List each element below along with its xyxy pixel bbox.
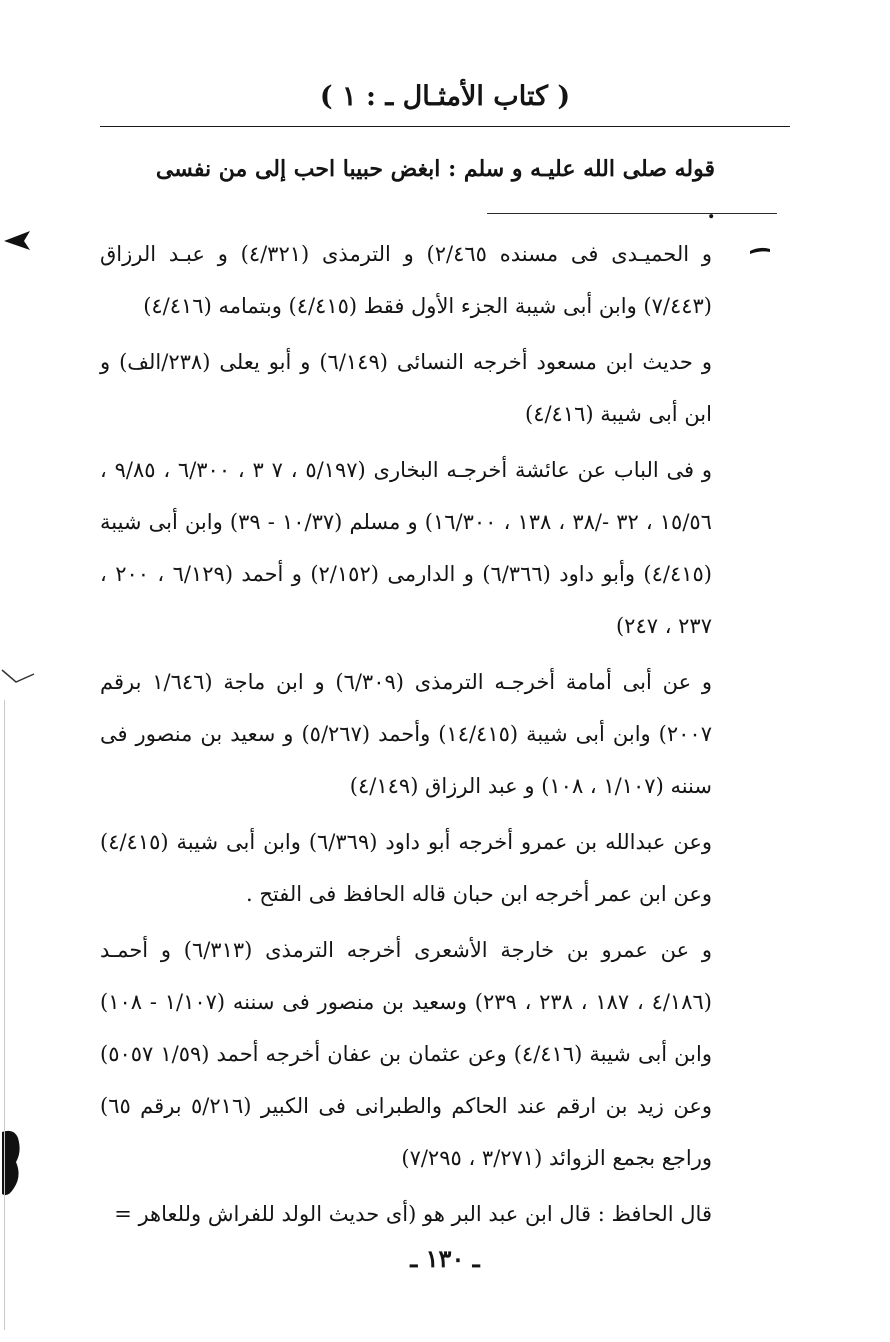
footnote-paragraph-7: قال الحافظ : قال ابن عبد البر هو (أى حديث الولد للفراش وللعاهر = [114, 1202, 712, 1226]
footnote-paragraph-4: و عن أبى أمامة أخرجـه الترمذى (٦/٣٠٩) و ابن ماجة (١/٦٤٦ برقم ٢٠٠٧) وابن أبى شيبة (١٤/٤١٥) وأحمد (٥/٢٦٧) و سعيد بن منصور فى سننه (١/١٠٧ ، ١٠٨) و عبد الرزاق (٤/١٤٩) [100, 670, 713, 798]
footnote-paragraph-2: و حديث ابن مسعود أخرجه النسائى (٦/١٤٩) و أبو يعلى (٢٣٨/الف) و ابن أبى شيبة (٤/٤١٦) [100, 350, 713, 426]
margin-bracket-icon [0, 664, 36, 690]
binding-edge [4, 700, 5, 1330]
page-number: ـ ١٣٠ ـ [410, 1244, 480, 1273]
footnote-paragraph-5: وعن عبدالله بن عمرو أخرجه أبو داود (٦/٣٦٩) وابن أبى شيبة (٤/٤١٥) وعن ابن عمر أخرجه ابن حبان قاله الحافظ فى الفتح . [100, 830, 712, 906]
footnotes-body [100, 228, 712, 1240]
footnote-marker-icon [748, 240, 772, 260]
page-header: ( كتاب الأمثـال ـ : ١ ) [319, 81, 571, 112]
footnote-paragraph-3: و فى الباب عن عائشة أخرجـه البخارى (٥/١٩٧ ، ٧ ٣ ، ٦/٣٠٠ ، ٩/٨٥ ، ١٥/٥٦ ، ٣٢ -/٣٨ ، ١٣٨ ، ١٦/٣٠٠) و مسلم (١٠/٣٧ - ٣٩) وابن أبى شيبة (٤/٤١٥) وأبو داود (٦/٣٦٦) و الدارمى (٢/١٥٢) و أحمد (٦/١٢٩ ، ٢٠٠ ، ٢٣٧ ، ٢٤٧) [100, 458, 712, 638]
header-divider [100, 126, 790, 127]
footnote-paragraph-6: و عن عمرو بن خارجة الأشعرى أخرجه الترمذى (٦/٣١٣) و أحمـد (٤/١٨٦ ، ١٨٧ ، ٢٣٨ ، ٢٣٩) وسعيد بن منصور فى سننه (١/١٠٧ - ١٠٨) وابن أبى شيبة (٤/٤١٦) وعن عثمان بن عفان أخرجه أحمد (١/٥٩ ٥٠٥٧) وعن زيد بن ارقم عند الحاكم والطبرانى فى الكبير (٥/٢١٦ برقم ٦٥) وراجع بجمع الزوائد (٣/٢٧١ ، ٧/٢٩٥) [100, 938, 712, 1170]
arrow-left-icon [0, 228, 36, 254]
footnote-separator [487, 213, 777, 214]
hadith-quote: قوله صلى الله عليـه و سلم : ابغض حبيبا احب إلى من نفسى . [155, 156, 715, 224]
footnote-paragraph-1: و الحميـدى فى مسنده ٢/٤٦٥) و الترمذى (٤/٣٢١) و عبـد الرزاق (٧/٤٤٣) وابن أبى شيبة الجزء الأول فقط (٤/٤١٥) وبتمامه (٤/٤١٦) [100, 242, 713, 318]
